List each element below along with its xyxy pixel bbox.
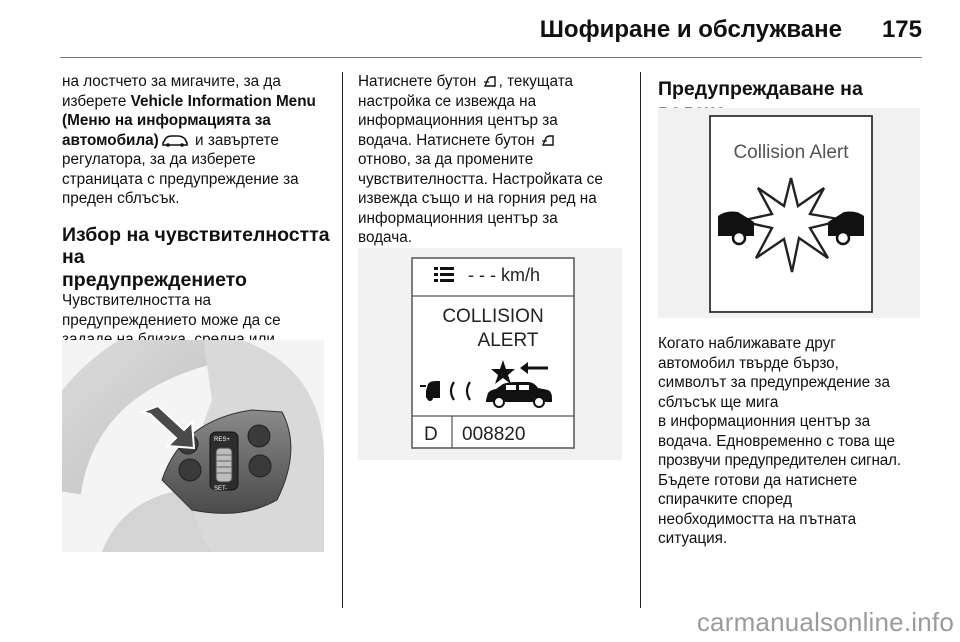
column-right-text <box>658 334 928 549</box>
page-number: 175 <box>881 16 922 43</box>
display-graphic <box>358 248 622 460</box>
speed-readout: - - - km/h <box>468 265 540 285</box>
text-line: страницата с предупреждение за <box>62 170 299 188</box>
text-line: автомобила) и завъртете <box>62 131 279 149</box>
text-line: регулатора, за да изберете <box>62 151 256 168</box>
sensitivity-button-icon <box>541 134 555 147</box>
alert-line-1: COLLISION <box>442 306 544 327</box>
text-line: прозвучи предупредителен сигнал. <box>658 452 901 469</box>
column-middle <box>358 72 634 248</box>
car-info-icon <box>161 134 189 147</box>
steering-wheel-illustration <box>62 340 324 552</box>
text-line: Натиснете бутон , текущата <box>358 73 574 90</box>
watermark-link[interactable]: carmanualsonline.info <box>696 607 954 637</box>
text-line: водача. Натиснете бутон <box>358 131 634 151</box>
text-line: спирачките според <box>658 491 792 508</box>
odometer: 008820 <box>462 424 526 445</box>
text-line: отново, за да промените <box>358 151 534 168</box>
text-line: в информационния център за <box>658 413 871 430</box>
text-line: предупреждението може да се <box>62 311 281 329</box>
text-line: настройка се извежда на <box>358 92 537 110</box>
text-line: на лостчето за мигачите, за да <box>62 73 281 90</box>
collision-alert-illustration <box>658 108 920 318</box>
text-line: необходимостта на пътната <box>658 510 857 528</box>
column-left <box>62 72 334 369</box>
section-heading: Предупреждаване на <box>658 78 863 100</box>
text-line: извежда също и на горния ред на <box>358 190 597 207</box>
page-header <box>0 0 960 56</box>
column-divider <box>342 72 343 608</box>
text-line: информационния център за <box>358 112 558 129</box>
page-title: Шофиране и обслужване <box>539 16 842 43</box>
collision-alert-title: Collision Alert <box>733 142 849 163</box>
menu-name: Vehicle Information Menu <box>130 92 316 110</box>
collision-alert-graphic <box>658 108 920 318</box>
steering-wheel-graphic <box>62 340 324 552</box>
text-line: преден сблъсък. <box>62 190 180 207</box>
alert-line-2: ALERT <box>477 330 539 351</box>
text-line: информационния център за <box>358 209 558 227</box>
text-line: ситуация. <box>658 530 728 547</box>
text-line: изберете Vehicle Information Menu <box>62 92 316 110</box>
text-line: Когато наближавате друг <box>658 335 836 352</box>
driver-info-display-illustration <box>358 248 622 460</box>
text-line: сблъсък ще мига <box>658 393 779 411</box>
gear-indicator: D <box>424 424 438 445</box>
set-label: SET- <box>214 486 228 492</box>
text-line: Бъдете готови да натиснете <box>658 471 858 489</box>
text-line: автомобил твърде бързо, <box>658 354 839 372</box>
text-line: водача. <box>358 229 412 246</box>
res-label: RES+ <box>214 437 230 443</box>
text-line: символът за предупреждение за <box>658 374 890 391</box>
section-heading: Избор на чувствителността на предупреждението <box>62 223 330 291</box>
text-line: чувствителността. Настройката се <box>358 170 603 188</box>
menu-name-translation: (Меню на информацията за <box>62 112 271 129</box>
column-divider <box>640 72 641 608</box>
text-line: Чувствителността на <box>62 292 212 309</box>
text-line: водача. Едновременно с това ще <box>658 432 895 450</box>
menu-list-icon <box>434 267 454 282</box>
header-divider <box>60 57 922 58</box>
sensitivity-button-icon <box>483 75 497 88</box>
